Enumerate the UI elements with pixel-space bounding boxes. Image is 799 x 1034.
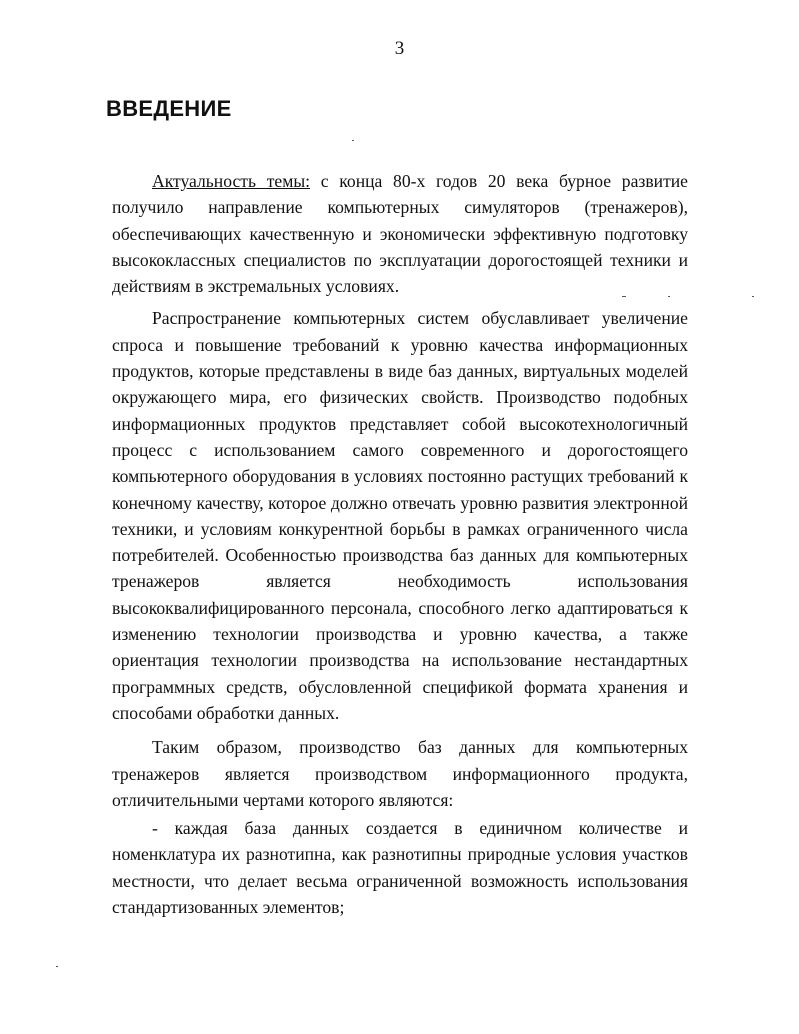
section-heading: ВВЕДЕНИЕ	[106, 96, 232, 121]
scan-speck	[752, 296, 754, 297]
scan-speck	[622, 296, 626, 297]
relevance-text: с конца 80-х годов 20 века бурное развитие получило направление компьютерных симуляторов (тренажеров), обеспечивающих качественную и экономически эффективную подготовку высококлассных специалистов по эксплуатации дорогостоящей техники и действиям в экстремальных условиях.	[112, 171, 688, 297]
paragraph-conclusion: Таким образом, производство баз данных для компьютерных тренажеров является производством информационного продукта, отличительными чертами которого являются:	[112, 737, 688, 810]
scan-speck	[668, 296, 670, 297]
list-item-single-quantity: - каждая база данных создается в единичном количестве и номенклатура их разнотипна, как разнотипны природные условия участков местности, что делает весьма ограниченной возможность использования стандартизованных элементов;	[112, 818, 688, 918]
paragraph-relevance	[112, 168, 688, 299]
scan-speck	[56, 966, 58, 967]
scan-speck	[352, 140, 354, 141]
page-number: 3	[394, 38, 405, 59]
document-body	[112, 168, 688, 920]
paragraph-distribution: Распространение компьютерных систем обуславливает увеличение спроса и повышение требований к уровню качества информационных продуктов, которые представлены в виде баз данных, виртуальных моделей окружающего мира, его физических свойств. Производство подобных информационных продуктов представляет собой высокотехнологичный процесс с использованием самого современного и дорогостоящего компьютерного оборудования в условиях постоянно растущих требований к конечному качеству, которое должно отвечать уровню развития электронной техники, и условиям конкурентной борьбы в рамках ограниченного числа потребителей. Особенностью производства баз данных для компьютерных тренажеров является необходимость использования высококвалифицированного персонала, способного легко адаптироваться к изменению технологии производства и уровню качества, а также ориентация технологии производства на использование нестандартных программных средств, обусловленной спецификой формата хранения и способами обработки данных.	[112, 308, 688, 723]
relevance-label: Актуальность темы:	[152, 171, 311, 191]
